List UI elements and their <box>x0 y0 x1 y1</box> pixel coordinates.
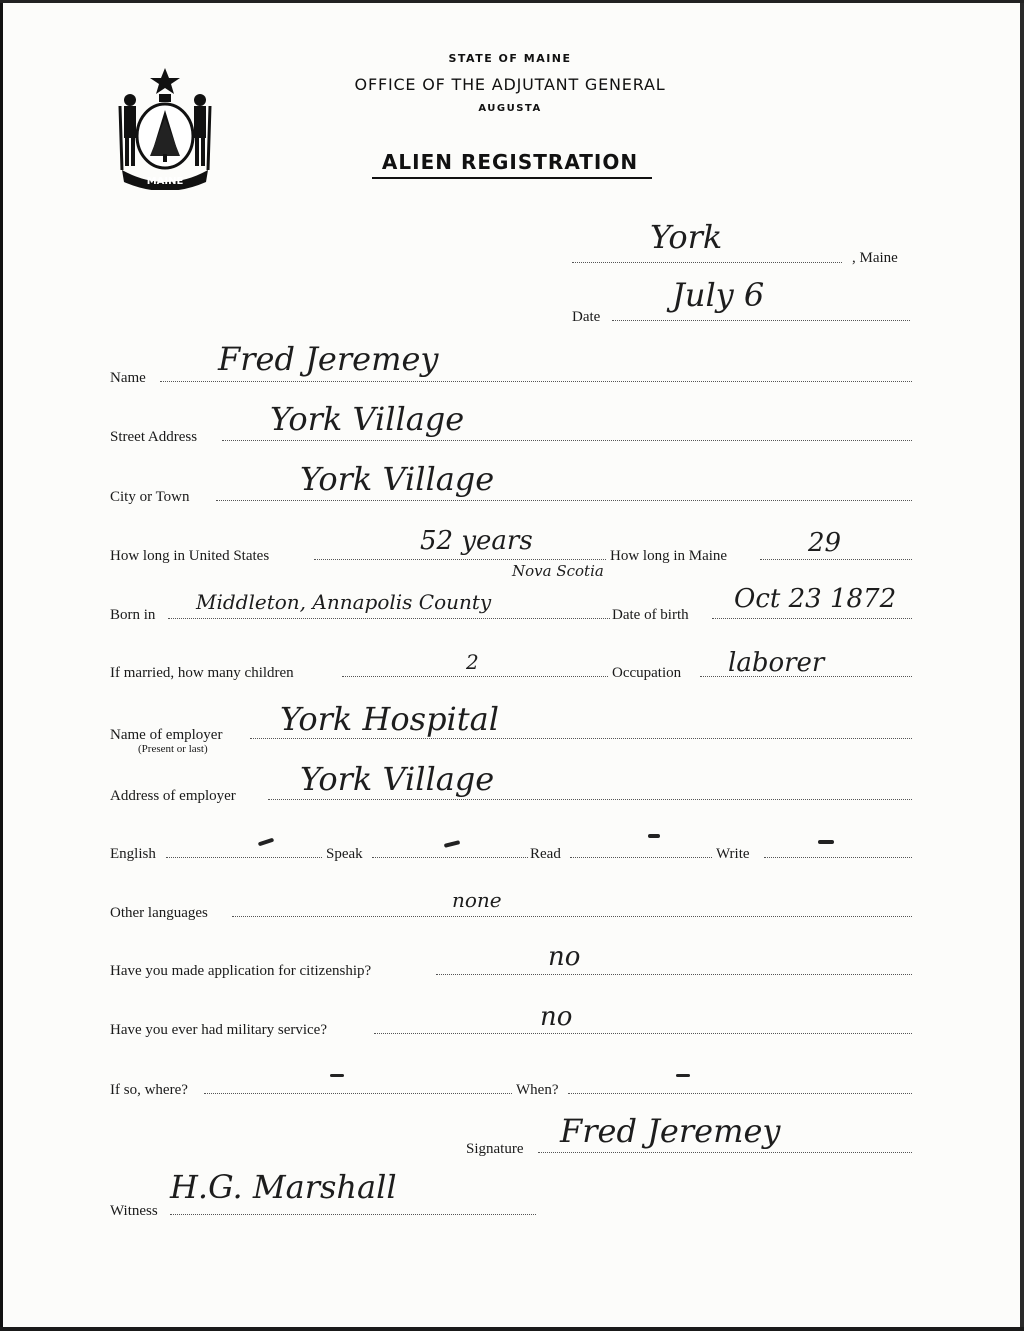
witness-field-line <box>170 1214 536 1215</box>
children-value: 2 <box>466 650 479 674</box>
employer-address-value: York Village <box>300 760 495 798</box>
maine-state-seal-icon <box>112 66 218 190</box>
signature-label: Signature <box>466 1141 524 1157</box>
city-label: City or Town <box>110 489 190 505</box>
write-field-line <box>764 857 912 858</box>
born-in-value: Middleton, Annapolis County <box>196 590 492 614</box>
name-field-line <box>160 381 912 382</box>
other-languages-value: none <box>452 888 502 912</box>
speak-field-line <box>372 857 528 858</box>
how-long-us-field-line <box>314 559 606 560</box>
how-long-maine-label: How long in Maine <box>610 548 728 564</box>
when-dash <box>676 1074 690 1077</box>
employer-value: York Hospital <box>280 700 499 738</box>
if-so-where-field-line <box>204 1093 512 1094</box>
speak-label: Speak <box>326 846 363 862</box>
military-value: no <box>540 1002 573 1032</box>
other-languages-label: Other languages <box>110 905 208 921</box>
city-heading: AUGUSTA <box>478 103 542 114</box>
born-in-label: Born in <box>110 607 156 623</box>
occupation-value: laborer <box>728 648 825 678</box>
born-in-field-line <box>168 618 610 619</box>
street-address-value: York Village <box>270 400 465 438</box>
citizenship-field-line <box>436 974 912 975</box>
name-label: Name <box>110 370 146 386</box>
speak-check-mark <box>444 840 460 848</box>
write-label: Write <box>716 846 750 862</box>
how-long-us-label: How long in United States <box>110 548 270 564</box>
date-label: Date <box>572 309 601 325</box>
read-check-mark <box>648 834 660 838</box>
military-label: Have you ever had military service? <box>110 1022 327 1038</box>
employer-address-label: Address of employer <box>110 788 236 804</box>
children-label: If married, how many children <box>110 665 294 681</box>
scan-border-top <box>0 0 1024 3</box>
citizenship-label: Have you made application for citizenship? <box>110 963 372 979</box>
street-address-label: Street Address <box>110 429 198 445</box>
signature-value: Fred Jeremey <box>560 1112 781 1150</box>
employer-sublabel: (Present or last) <box>138 743 208 755</box>
employer-address-field-line <box>268 799 912 800</box>
children-field-line <box>342 676 608 677</box>
citizenship-value: no <box>548 942 581 972</box>
english-field-line <box>166 857 322 858</box>
occupation-label: Occupation <box>612 665 682 681</box>
write-check-mark <box>818 840 834 844</box>
state-heading: STATE OF MAINE <box>448 52 572 65</box>
town-value: York <box>650 218 723 256</box>
scan-border-right <box>1020 0 1024 1331</box>
maine-label: , Maine <box>852 250 898 266</box>
town-field-line <box>572 262 842 263</box>
when-field-line <box>568 1093 912 1094</box>
born-in-region-value: Nova Scotia <box>512 562 604 580</box>
other-languages-field-line <box>232 916 912 917</box>
read-field-line <box>570 857 712 858</box>
city-value: York Village <box>300 460 495 498</box>
signature-field-line <box>538 1152 912 1153</box>
date-of-birth-value: Oct 23 1872 <box>734 584 897 614</box>
street-address-field-line <box>222 440 912 441</box>
if-so-where-label: If so, where? <box>110 1082 188 1098</box>
how-long-maine-field-line <box>760 559 912 560</box>
witness-label: Witness <box>110 1203 158 1219</box>
military-field-line <box>374 1033 912 1034</box>
if-so-where-dash <box>330 1074 344 1077</box>
city-field-line <box>216 500 912 501</box>
how-long-maine-value: 29 <box>808 528 842 558</box>
scan-border-bottom <box>0 1327 1024 1331</box>
when-label: When? <box>516 1082 559 1098</box>
date-field-line <box>612 320 910 321</box>
scan-border-left <box>0 0 3 1331</box>
employer-field-line <box>250 738 912 739</box>
name-value: Fred Jeremey <box>218 340 439 378</box>
office-heading: OFFICE OF THE ADJUTANT GENERAL <box>354 75 666 94</box>
how-long-us-value: 52 years <box>420 526 533 556</box>
english-label: English <box>110 846 156 862</box>
witness-value: H.G. Marshall <box>170 1168 397 1206</box>
svg-text:MAINE: MAINE <box>146 176 184 187</box>
english-check-mark <box>258 838 274 847</box>
title-underline <box>372 177 652 179</box>
date-of-birth-field-line <box>712 618 912 619</box>
form-title: ALIEN REGISTRATION <box>381 150 639 174</box>
date-value: July 6 <box>672 276 765 314</box>
read-label: Read <box>530 846 561 862</box>
date-of-birth-label: Date of birth <box>612 607 689 623</box>
employer-label: Name of employer <box>110 727 223 743</box>
